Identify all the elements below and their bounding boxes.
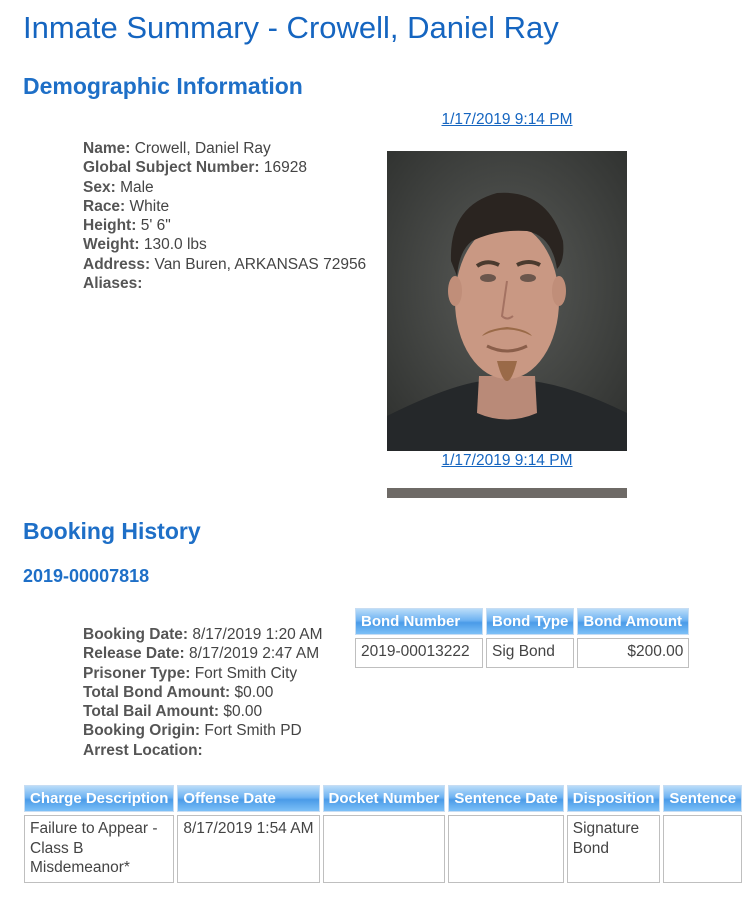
column-header-bond-type[interactable]: Bond Type bbox=[486, 608, 574, 635]
charge-header-row bbox=[24, 785, 742, 812]
name-row bbox=[83, 139, 366, 158]
column-header-docket-number[interactable]: Docket Number bbox=[323, 785, 446, 812]
field-label: Total Bond Amount: bbox=[83, 683, 231, 701]
weight-row bbox=[83, 235, 366, 254]
bond-table bbox=[352, 605, 692, 671]
field-label: Booking Date: bbox=[83, 626, 189, 643]
field-label: Address: bbox=[83, 255, 151, 273]
booking-number: 2019-00007818 bbox=[23, 566, 150, 586]
field-label: Arrest Location: bbox=[83, 741, 203, 759]
column-header-sentence-date[interactable]: Sentence Date bbox=[448, 785, 563, 812]
field-label: Booking Origin: bbox=[83, 722, 201, 740]
field-value: Fort Smith City bbox=[194, 664, 298, 682]
field-value: 16928 bbox=[263, 159, 307, 177]
field-value: Crowell, Daniel Ray bbox=[134, 140, 271, 157]
booking-history-heading: Booking History bbox=[23, 518, 201, 544]
table-row bbox=[24, 815, 742, 883]
field-label: Total Bail Amount: bbox=[83, 703, 220, 721]
release-date-row bbox=[83, 644, 323, 663]
field-value: $0.00 bbox=[234, 683, 274, 701]
column-header-disposition[interactable]: Disposition bbox=[567, 785, 661, 812]
column-header-charge-description[interactable]: Charge Description bbox=[24, 785, 174, 812]
field-label: Release Date: bbox=[83, 645, 185, 663]
booking-origin-row bbox=[83, 721, 323, 740]
demographic-details bbox=[83, 139, 366, 293]
offense-date-cell: 8/17/2019 1:54 AM bbox=[177, 815, 319, 883]
bond-type-cell: Sig Bond bbox=[486, 638, 574, 668]
sex-row bbox=[83, 178, 366, 197]
column-header-bond-number[interactable]: Bond Number bbox=[355, 608, 483, 635]
field-label: Weight: bbox=[83, 236, 140, 254]
aliases-row bbox=[83, 274, 366, 293]
field-value: 8/17/2019 1:20 AM bbox=[192, 626, 323, 643]
page-title: Inmate Summary - Crowell, Daniel Ray bbox=[23, 10, 559, 45]
field-label: Aliases: bbox=[83, 275, 143, 293]
field-value: 5' 6" bbox=[140, 217, 171, 235]
address-row bbox=[83, 255, 366, 274]
field-value: Male bbox=[120, 178, 154, 196]
previous-photo-link[interactable] bbox=[387, 111, 627, 129]
charge-table bbox=[21, 782, 745, 886]
booking-details bbox=[83, 625, 323, 760]
total-bond-row bbox=[83, 683, 323, 702]
photo-date-label: 1/17/2019 9:14 PM bbox=[441, 111, 573, 128]
race-row bbox=[83, 197, 366, 216]
bond-amount-cell: $200.00 bbox=[577, 638, 689, 668]
field-label: Sex: bbox=[83, 178, 116, 196]
bond-number-cell: 2019-00013222 bbox=[355, 638, 483, 668]
field-value: 130.0 lbs bbox=[143, 236, 207, 254]
field-label: Race: bbox=[83, 197, 126, 215]
field-value: Van Buren, ARKANSAS 72956 bbox=[154, 255, 367, 273]
field-label: Global Subject Number: bbox=[83, 159, 260, 177]
field-label: Height: bbox=[83, 217, 137, 235]
mugshot-image bbox=[387, 151, 627, 451]
demographic-heading: Demographic Information bbox=[23, 73, 303, 99]
field-label: Name: bbox=[83, 140, 131, 157]
column-header-bond-amount[interactable]: Bond Amount bbox=[577, 608, 689, 635]
docket-number-cell bbox=[323, 815, 446, 883]
sentence-cell bbox=[663, 815, 742, 883]
mugshot-photo bbox=[387, 151, 627, 451]
next-photo-thumbnail[interactable] bbox=[387, 488, 627, 498]
field-value: White bbox=[129, 197, 170, 215]
subject-number-row bbox=[83, 158, 366, 177]
charge-description-cell: Failure to Appear - Class B Misdemeanor* bbox=[24, 815, 174, 883]
photo-date-link[interactable]: 1/17/2019 9:14 PM bbox=[441, 452, 573, 469]
disposition-cell: Signature Bond bbox=[567, 815, 661, 883]
field-label: Prisoner Type: bbox=[83, 664, 191, 682]
arrest-location-row bbox=[83, 741, 323, 760]
prisoner-type-row bbox=[83, 664, 323, 683]
booking-date-row bbox=[83, 625, 323, 644]
field-value: $0.00 bbox=[223, 703, 263, 721]
sentence-date-cell bbox=[448, 815, 563, 883]
table-row bbox=[355, 638, 689, 668]
column-header-sentence[interactable]: Sentence bbox=[663, 785, 742, 812]
total-bail-row bbox=[83, 702, 323, 721]
field-value: Fort Smith PD bbox=[204, 722, 302, 740]
height-row bbox=[83, 216, 366, 235]
column-header-offense-date[interactable]: Offense Date bbox=[177, 785, 319, 812]
field-value: 8/17/2019 2:47 AM bbox=[188, 645, 320, 663]
bond-header-row bbox=[355, 608, 689, 635]
